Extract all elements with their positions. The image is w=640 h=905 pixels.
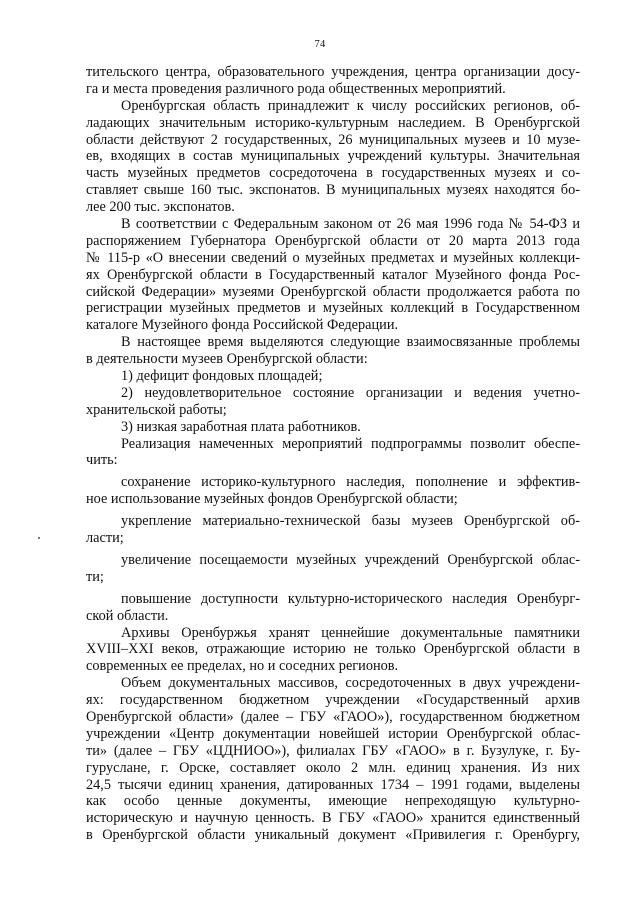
text-line: области действуют 2 государственных, 26 муниципальных музеев и 10 музе- [86, 131, 580, 148]
text-line: В настоящее время выделяются следующие взаимосвязанные проблемы [121, 334, 580, 351]
text-line: 24,5 тысячи единиц хранения, датированных 1734 – 1991 годами, выделены [86, 776, 580, 793]
text-line: ладающих значительным историко-культурным наследием. В Оренбургской [86, 114, 580, 131]
text-line: увеличение посещаемости музейных учреждений Оренбургской облас- [121, 551, 580, 568]
paragraph [86, 625, 580, 676]
paragraph [86, 591, 580, 625]
text-line: Реализация намеченных мероприятий подпрограммы позволит обеспе- [121, 435, 580, 452]
text-line: распоряжением Губернатора Оренбургской области от 20 марта 2013 года [86, 232, 580, 249]
text-line: ти» (далее – ГБУ «ЦДНИОО»), филиалах ГБУ «ГАОО» в г. Бузулуке, г. Бу- [86, 742, 580, 759]
text-line: регистрации музейных предметов и музейных коллекций в Государственном [86, 300, 580, 317]
text-line: № 115-р «О внесении сведений о музейных предметах и музейных коллекци- [86, 249, 580, 266]
text-line: XVIII–XXI веков, отражающие историю не только Оренбургской области в [86, 641, 580, 658]
text-line: Объем документальных массивов, сосредоточенных в двух учреждени- [121, 675, 580, 692]
paragraph [86, 552, 580, 586]
text-line: га и места проведения различного рода общественных мероприятий. [86, 80, 506, 97]
text-line: сохранение историко-культурного наследия, пополнение и эффектив- [121, 474, 580, 491]
text-line: каталоге Музейного фонда Российской Федерации. [86, 317, 399, 334]
text-line: в деятельности музеев Оренбургской области: [86, 351, 368, 368]
text-line: ти; [86, 568, 104, 585]
paragraph [86, 675, 580, 844]
paragraph [86, 334, 580, 368]
text-line: сийской Федерации» музеями Оренбургской области продолжается работа по [86, 283, 580, 300]
text-line: тительского центра, образовательного учреждения, центра организации досу- [86, 64, 580, 80]
text-line: ской области. [86, 607, 169, 624]
text-line: Оренбургской области» (далее – ГБУ «ГАОО»), государственном бюджетном [86, 708, 580, 725]
text-line: ное использование музейных фондов Оренбургской области; [86, 491, 458, 508]
text-line: укрепление материально-технической базы музеев Оренбургской об- [121, 513, 580, 530]
scan-speck [38, 537, 40, 539]
text-line: повышение доступности культурно-исторического наследия Оренбург- [121, 590, 580, 607]
text-line: чить: [86, 452, 118, 469]
list-item [86, 385, 580, 419]
document-body [86, 64, 580, 844]
text-line: Архивы Оренбуржья хранят ценнейшие документальные памятники [121, 624, 580, 641]
text-line: 1) дефицит фондовых площадей; [121, 368, 323, 385]
text-line: ласти; [86, 530, 124, 547]
text-line: ев, входящих в состав муниципальных учреждений культуры. Значительная [86, 148, 580, 165]
page-number: 74 [314, 39, 326, 50]
text-line: Оренбургская область принадлежит к числу российских регионов, об- [121, 97, 580, 114]
text-line: ях: государственном бюджетном учреждении «Государственный архив [86, 692, 580, 709]
text-line: часть музейных предметов сосредоточена в государственных музеях и со- [86, 165, 580, 182]
text-line: лее 200 тыс. экспонатов. [86, 199, 235, 216]
text-line: современных ее пределах, но и соседних регионов. [86, 658, 399, 675]
text-line: ставляет свыше 160 тыс. экспонатов. В муниципальных музеях находятся бо- [86, 182, 580, 199]
text-line: ях Оренбургской области в Государственный каталог Музейного фонда Рос- [86, 266, 580, 283]
paragraph [86, 474, 580, 508]
text-line: как особо ценные документы, имеющие непреходящую культурно- [86, 793, 580, 810]
list-item [86, 368, 580, 385]
text-line: 2) неудовлетворительное состояние организации и ведения учетно- [121, 384, 580, 401]
paragraph [86, 436, 580, 470]
list-item [86, 419, 580, 436]
paragraph [86, 64, 580, 98]
text-line: 3) низкая заработная плата работников. [121, 418, 361, 435]
text-line: хранительской работы; [86, 401, 227, 418]
paragraph [86, 513, 580, 547]
paragraph [86, 216, 580, 334]
text-line: историческую и научную ценность. В ГБУ «ГАОО» хранится единственный [86, 810, 580, 827]
paragraph [86, 98, 580, 216]
text-line: В соответствии с Федеральным законом от 26 мая 1996 года № 54-ФЗ и [121, 216, 580, 233]
text-line: в Оренбургской области уникальный документ «Привилегия г. Оренбургу, [86, 827, 580, 844]
text-line: учреждении «Центр документации новейшей истории Оренбургской облас- [86, 725, 580, 742]
text-line: гуруслане, г. Орске, составляет около 2 млн. единиц хранения. Из них [86, 759, 580, 776]
